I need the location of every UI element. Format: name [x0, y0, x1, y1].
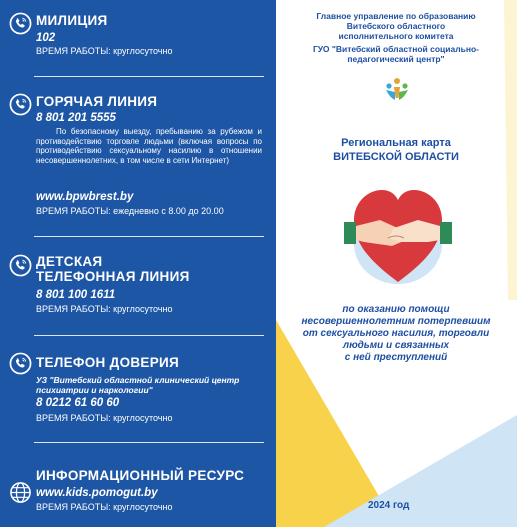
phone-icon [9, 93, 32, 116]
map-title-line1: Региональная карта [341, 137, 451, 149]
child-line-title-1: ДЕТСКАЯ [36, 254, 103, 269]
subtitle-line: с ней преступлений [344, 352, 448, 363]
phone-icon [9, 352, 32, 375]
divider [34, 442, 264, 443]
police-number[interactable]: 102 [36, 32, 56, 44]
divider [34, 236, 264, 237]
info-resource-hours: ВРЕМЯ РАБОТЫ: круглосуточно [36, 502, 173, 512]
trust-line-organization: УЗ "Витебский областной клинический центр психиатрии и наркологии" [36, 375, 240, 395]
police-title: МИЛИЦИЯ [36, 13, 108, 28]
info-resource-title: ИНФОРМАЦИОННЫЙ РЕСУРС [36, 468, 245, 483]
phone-icon [9, 12, 32, 35]
subtitle-line: по оказанию помощи [342, 304, 450, 315]
child-line-number[interactable]: 8 801 100 1611 [36, 289, 116, 301]
hotline-title: ГОРЯЧАЯ ЛИНИЯ [36, 94, 158, 109]
cover-panel [276, 0, 517, 527]
child-line-hours: ВРЕМЯ РАБОТЫ: круглосуточно [36, 304, 173, 314]
divider [34, 76, 264, 77]
hotline-description: По безопасному выезду, пребыванию за рубежом и противодействию торговле людьми (включая вопросы по противодействию сексуальному насилию в отношении несовершеннолетних, в том числе в сети Интернет) [36, 127, 262, 165]
hotline-number[interactable]: 8 801 201 5555 [36, 112, 116, 124]
globe-icon [9, 481, 32, 504]
subtitle-line: людьми и связанных [342, 340, 450, 351]
header-line: ГУО "Витебский областной социально- [312, 44, 479, 54]
trust-line-number[interactable]: 8 0212 61 60 60 [36, 397, 120, 409]
divider [34, 335, 264, 336]
year-label: 2024 год [368, 500, 410, 511]
police-hours: ВРЕМЯ РАБОТЫ: круглосуточно [36, 46, 173, 56]
subtitle-line: от сексуального насилия, торговли [302, 328, 490, 339]
info-resource-website[interactable]: www.kids.pomogut.by [36, 487, 158, 499]
trust-line-hours: ВРЕМЯ РАБОТЫ: круглосуточно [36, 413, 173, 423]
header-line: педагогический центр" [347, 54, 445, 64]
header-line: Витебского областного [346, 21, 446, 31]
child-line-title-2: ТЕЛЕФОННАЯ ЛИНИЯ [36, 269, 190, 284]
map-title-line2: ВИТЕБСКОЙ ОБЛАСТИ [333, 151, 459, 163]
header-line: исполнительного комитета [338, 31, 454, 41]
phone-icon [9, 254, 32, 277]
trust-line-title: ТЕЛЕФОН ДОВЕРИЯ [36, 355, 180, 370]
header-line: Главное управление по образованию [316, 11, 476, 21]
heart-handshake-icon [344, 180, 452, 290]
hotline-website[interactable]: www.bpwbrest.by [36, 191, 134, 203]
center-logo-icon [384, 76, 410, 102]
subtitle-line: несовершеннолетним потерпевшим [301, 316, 491, 327]
hotline-hours: ВРЕМЯ РАБОТЫ: ежедневно с 8.00 до 20.00 [36, 206, 224, 216]
